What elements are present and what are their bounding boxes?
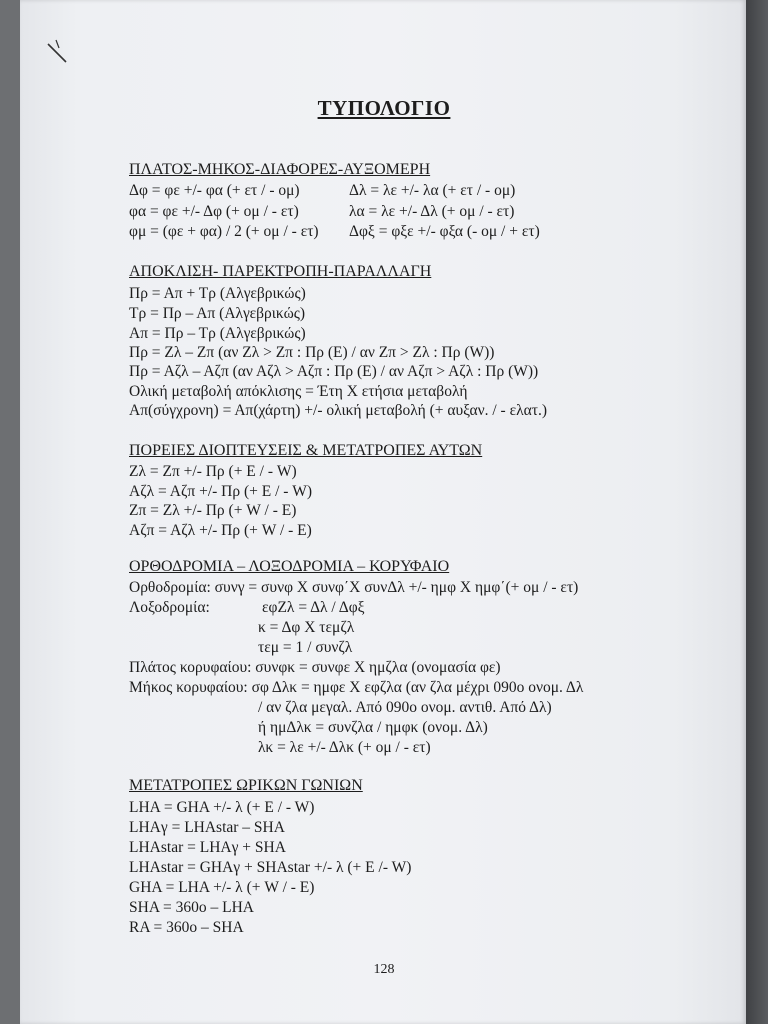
page-edge-shadow xyxy=(746,0,768,1024)
pen-mark xyxy=(44,38,76,66)
formula-line: λα = λε +/- Δλ (+ ομ / - ετ) xyxy=(349,203,515,220)
formula-line: Δφξ = φξε +/- φξα (- ομ / + ετ) xyxy=(349,223,540,240)
formula-line: τεμ = 1 / συνζλ xyxy=(258,639,353,656)
formula-line: Πρ = Αζλ – Αζπ (αν Αζλ > Αζπ : Πρ (Ε) / αν Αζπ > Αζλ : Πρ (W)) xyxy=(129,363,539,380)
formula-line: LHAstar = LHAγ + SHA xyxy=(129,839,286,856)
formula-line: Πρ = Ζλ – Ζπ (αν Ζλ > Ζπ : Πρ (Ε) / αν Ζπ > Ζλ : Πρ (W)) xyxy=(129,344,495,361)
formula-line: RA = 360ο – SHA xyxy=(129,919,244,936)
formula-line: SHA = 360ο – LHA xyxy=(129,899,254,916)
page-number: 128 xyxy=(373,962,395,977)
section-heading-hour-angles: ΜΕΤΑΤΡΟΠΕΣ ΩΡΙΚΩΝ ΓΩΝΙΩΝ xyxy=(129,777,363,794)
formula-line: Πρ = Απ + Τρ (Αλγεβρικώς) xyxy=(129,285,306,302)
formula-line: LHAstar = GHAγ + SHAstar +/- λ (+ E /- W) xyxy=(129,859,412,876)
formula-line: Λοξοδρομία: xyxy=(129,599,210,616)
formula-line: GHA = LHA +/- λ (+ W / - E) xyxy=(129,879,315,896)
formula-line: Ζλ = Ζπ +/- Πρ (+ Ε / - W) xyxy=(129,463,297,480)
formula-line: Πλάτος κορυφαίου: συνφκ = συνφε Χ ημζλα (ονομασία φε) xyxy=(129,659,501,676)
formula-line: Απ(σύγχρονη) = Απ(χάρτη) +/- ολική μεταβολή (+ αυξαν. / - ελατ.) xyxy=(129,402,547,419)
section-heading-great-circle: ΟΡΘΟΔΡΟΜΙΑ – ΛΟΞΟΔΡΟΜΙΑ – ΚΟΡΥΦΑΙΟ xyxy=(129,558,450,575)
formula-line: φα = φε +/- Δφ (+ ομ / - ετ) xyxy=(129,203,299,220)
formula-line: Δλ = λε +/- λα (+ ετ / - ομ) xyxy=(349,182,516,199)
formula-line: Ζπ = Ζλ +/- Πρ (+ W / - Ε) xyxy=(129,502,297,519)
formula-line: Μήκος κορυφαίου: σφ Δλκ = ημφε Χ εφζλα (αν ζλα μέχρι 090ο ονομ. Δλ xyxy=(129,679,584,696)
formula-line: ή ημΔλκ = συνζλα / ημφκ (ονομ. Δλ) xyxy=(258,719,488,736)
section-heading-courses-bearings: ΠΟΡΕΙΕΣ ΔΙΟΠΤΕΥΣΕΙΣ & ΜΕΤΑΤΡΟΠΕΣ ΑΥΤΩΝ xyxy=(129,442,483,459)
section-heading-deviation: ΑΠΟΚΛΙΣΗ- ΠΑΡΕΚΤΡΟΠΗ-ΠΑΡΑΛΛΑΓΗ xyxy=(129,263,432,280)
formula-line: Δφ = φε +/- φα (+ ετ / - ομ) xyxy=(129,182,300,199)
formula-line: φμ = (φε + φα) / 2 (+ ομ / - ετ) xyxy=(129,223,319,240)
section-heading-latitude-longitude: ΠΛΑΤΟΣ-ΜΗΚΟΣ-ΔΙΑΦΟΡΕΣ-ΑΥΞΟΜΕΡΗ xyxy=(129,161,431,178)
formula-line: Αζπ = Αζλ +/- Πρ (+ W / - Ε) xyxy=(129,522,312,539)
formula-line: / αν ζλα μεγαλ. Από 090ο ονομ. αντιθ. Από Δλ) xyxy=(258,699,552,716)
formula-line: κ = Δφ Χ τεμζλ xyxy=(258,619,355,636)
formula-line: εφΖλ = Δλ / Δφξ xyxy=(262,599,365,616)
formula-line: Ολική μεταβολή απόκλισης = Έτη Χ ετήσια μεταβολή xyxy=(129,383,468,400)
formula-line: Ορθοδρομία: συνγ = συνφ Χ συνφ΄Χ συνΔλ +/- ημφ Χ ημφ΄(+ ομ / - ετ) xyxy=(129,579,579,596)
formula-line: Απ = Πρ – Τρ (Αλγεβρικώς) xyxy=(129,325,306,342)
formula-line: LHA = GHA +/- λ (+ E / - W) xyxy=(129,799,315,816)
formula-line: Αζλ = Αζπ +/- Πρ (+ Ε / - W) xyxy=(129,483,313,500)
formula-line: Τρ = Πρ – Απ (Αλγεβρικώς) xyxy=(129,305,306,322)
formula-line: λκ = λε +/- Δλκ (+ ομ / - ετ) xyxy=(258,739,431,756)
document-title: ΤΥΠΟΛΟΓΙΟ xyxy=(317,96,451,120)
formula-line: LHAγ = LHAstar – SHA xyxy=(129,819,285,836)
